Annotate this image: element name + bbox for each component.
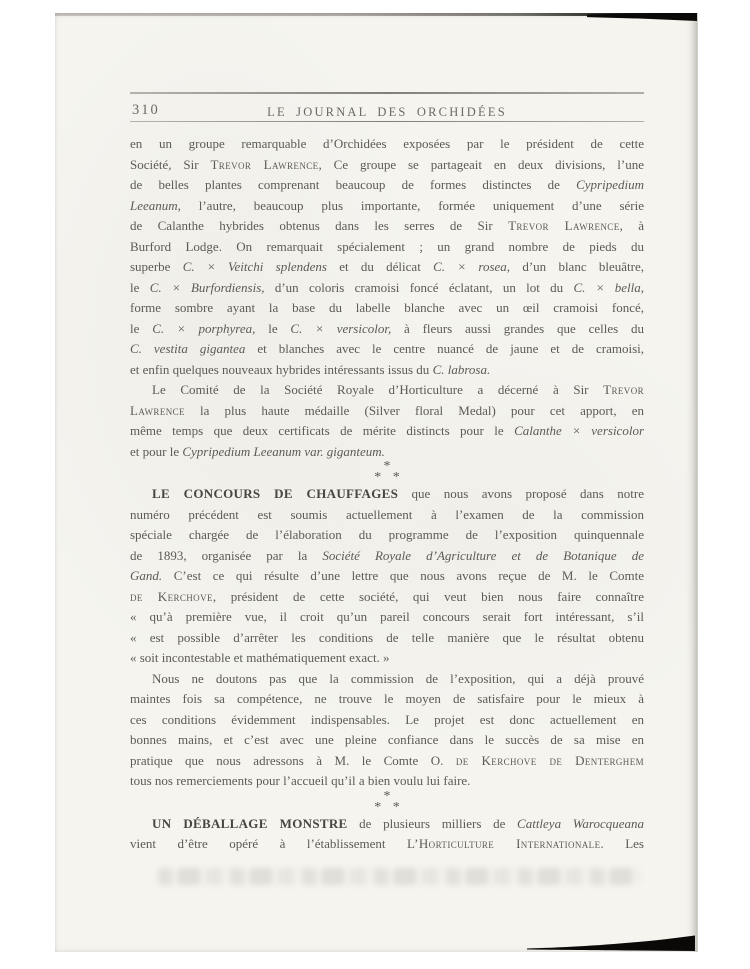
text-run: Société Royale d’Agriculture et de Botanique de <box>322 547 644 563</box>
text-run: C. × Veitchi splendens <box>182 259 327 274</box>
scanned-page <box>55 13 698 952</box>
text-line <box>130 669 644 690</box>
text-line <box>130 814 644 835</box>
text-run: , à <box>619 218 644 233</box>
text-run: Leeanum, <box>130 197 181 213</box>
text-line <box>130 566 644 587</box>
text-run: . Les <box>600 836 644 851</box>
text-run: C. vestita gigantea <box>130 341 246 356</box>
text-run: la plus haute médaille (Silver floral Medal) pour cet apport, en <box>184 402 644 418</box>
scan-bottom-right-corner-artifact <box>527 932 697 959</box>
text-line <box>130 648 644 669</box>
text-run: Trevor Lawrence <box>210 156 319 172</box>
text-line <box>130 730 644 751</box>
text-line <box>130 525 644 546</box>
text-run: Trevor Lawrence <box>508 218 620 233</box>
text-line <box>130 689 644 710</box>
header-rule-bottom <box>130 121 644 123</box>
text-run: le <box>130 320 153 336</box>
page-body <box>130 134 644 855</box>
text-run: Gand. <box>130 568 163 583</box>
text-run: L’Horticulture Internationale <box>407 836 601 851</box>
text-run: numéro précédent est soumis actuellement à l’examen de la commission <box>130 506 644 522</box>
text-run: « est possible d’arrêter les conditions de telle manière que le résultat obtenu <box>130 629 644 645</box>
text-run: UN DÉBALLAGE MONSTRE <box>152 815 348 831</box>
text-run: et enfin quelques nouveaux hybrides intéressants issus du <box>130 361 433 377</box>
text-line <box>130 155 644 176</box>
text-line <box>130 628 644 649</box>
text-line <box>130 360 644 381</box>
text-run: Burford Lodge. On remarquait spécialement ; un grand nombre de pieds du <box>130 238 644 254</box>
asterism-separator <box>130 788 644 815</box>
text-run: et blanches avec le centre nuancé de jaune et de cramoisi, <box>245 341 644 356</box>
asterism-separator <box>130 459 644 485</box>
text-line <box>130 196 644 217</box>
text-run: Cypripedium <box>576 177 644 192</box>
journal-title: LE JOURNAL DES ORCHIDÉES <box>267 104 507 119</box>
text-run: , Ce groupe se partageait en deux divisions, l’une <box>318 156 644 172</box>
text-run: C’est ce qui résulte d’une lettre que nous avons reçue de M. le Comte <box>162 568 644 583</box>
text-run: vient d’être opéré à l’établissement <box>130 836 407 851</box>
text-line <box>130 484 644 505</box>
text-run: Calanthe × versicolor <box>514 423 644 438</box>
text-run: ces conditions évidemment indispensables. Le projet est donc actuellement en <box>130 711 644 727</box>
text-run: tous nos remerciements pour l’accueil qu’il a bien voulu lui faire. <box>130 773 471 788</box>
text-run: de plusieurs milliers de <box>347 815 518 831</box>
text-run: forme sombre ayant la base du labelle blanche avec un œil cramoisi foncé, <box>130 300 644 315</box>
text-run: Lawrence <box>130 402 185 418</box>
text-line <box>130 278 644 299</box>
asterism-top-star: * <box>383 459 391 474</box>
text-run: « qu’à première vue, il croit qu’un pareil concours serait fort intéressant, s’il <box>130 609 644 624</box>
black-wedge-shape <box>527 932 697 954</box>
text-run: d’un blanc bleuâtre, <box>510 259 645 274</box>
text-run: en un groupe remarquable d’Orchidées exposées par le président de cette <box>130 136 644 151</box>
text-run: l’autre, beaucoup plus importante, formée uniquement d’une série <box>180 197 644 213</box>
text-line <box>130 237 644 258</box>
text-run: de Calanthe hybrides obtenus dans les serres de Sir <box>130 218 509 233</box>
text-line <box>130 710 644 731</box>
text-run: le <box>130 279 150 295</box>
asterism-top-star: * <box>383 788 391 804</box>
asterism-bottom-stars: * * <box>374 470 400 485</box>
text-run: C. × Burfordiensis, <box>149 279 265 295</box>
text-run: et du délicat <box>326 259 434 274</box>
text-run: de Kerchove de Denterghem <box>455 752 644 768</box>
text-line <box>130 298 644 319</box>
text-run: pratique que nous adressons à M. le Comte O. <box>130 752 456 768</box>
text-line <box>130 834 644 855</box>
text-run: C. labrosa. <box>432 361 491 377</box>
text-line <box>130 751 644 772</box>
text-run: superbe <box>130 259 183 274</box>
text-run: C. × rosea, <box>433 259 511 274</box>
text-run: Cattleya Warocqueana <box>517 815 644 831</box>
text-run: bonnes mains, et c’est avec une pleine confiance dans le succès de sa mise en <box>130 732 644 747</box>
text-line <box>130 257 644 278</box>
text-line <box>130 546 644 567</box>
text-run: de belles plantes comprenant beaucoup de formes distinctes de <box>130 177 577 192</box>
scan-top-right-corner-artifact <box>587 13 697 21</box>
asterism-bottom-stars: * * <box>374 799 400 815</box>
text-run: maintes fois sa compétence, ne trouve le moyen de satisfaire pour le mieux à <box>130 691 644 706</box>
page-number: 310 <box>132 101 160 118</box>
text-line <box>130 134 644 155</box>
text-run: « soit incontestable et mathématiquement exact. » <box>130 650 390 665</box>
text-run: LE CONCOURS DE CHAUFFAGES <box>152 486 399 501</box>
text-line <box>130 175 644 196</box>
text-line <box>130 401 644 422</box>
text-run: d’un coloris cramoisi foncé éclatant, un lot du <box>264 279 574 295</box>
text-run: Société, Sir <box>130 156 211 172</box>
text-line <box>130 607 644 628</box>
text-run: spéciale chargée de l’élaboration du programme de l’exposition quinquennale <box>130 527 644 542</box>
text-line <box>130 216 644 237</box>
text-run: même temps que deux certificats de mérite distincts pour le <box>130 423 515 438</box>
text-run: Cypripedium Leeanum var. giganteum. <box>182 443 385 459</box>
header-row <box>130 94 644 121</box>
text-run: et pour le <box>130 443 183 459</box>
text-run: C. × versicolor, <box>290 320 392 336</box>
text-run: de Kerchove <box>130 588 213 604</box>
text-line <box>130 380 644 401</box>
text-run: , président de cette société, qui veut bien nous faire connaître <box>212 588 644 604</box>
text-run: C. × bella, <box>573 279 645 295</box>
text-line <box>130 421 644 442</box>
text-line <box>130 339 644 360</box>
text-run: Trevor <box>603 382 644 397</box>
text-line <box>130 319 644 340</box>
text-run: Nous ne doutons pas que la commission de l’exposition, qui a déjà prouvé <box>152 670 644 686</box>
text-run: de 1893, organisée par la <box>130 547 323 563</box>
text-run: à fleurs aussi grandes que celles du <box>391 320 644 336</box>
text-run: que nous avons proposé dans notre <box>398 486 644 501</box>
page-header <box>130 92 644 122</box>
text-run: C. × porphyrea, <box>152 320 256 336</box>
ghost-showthrough-text-artifact <box>158 868 640 885</box>
text-run: Le Comité de la Société Royale d’Horticulture a décerné à Sir <box>152 382 604 397</box>
text-run: le <box>255 320 291 336</box>
text-line <box>130 505 644 526</box>
text-line <box>130 587 644 608</box>
